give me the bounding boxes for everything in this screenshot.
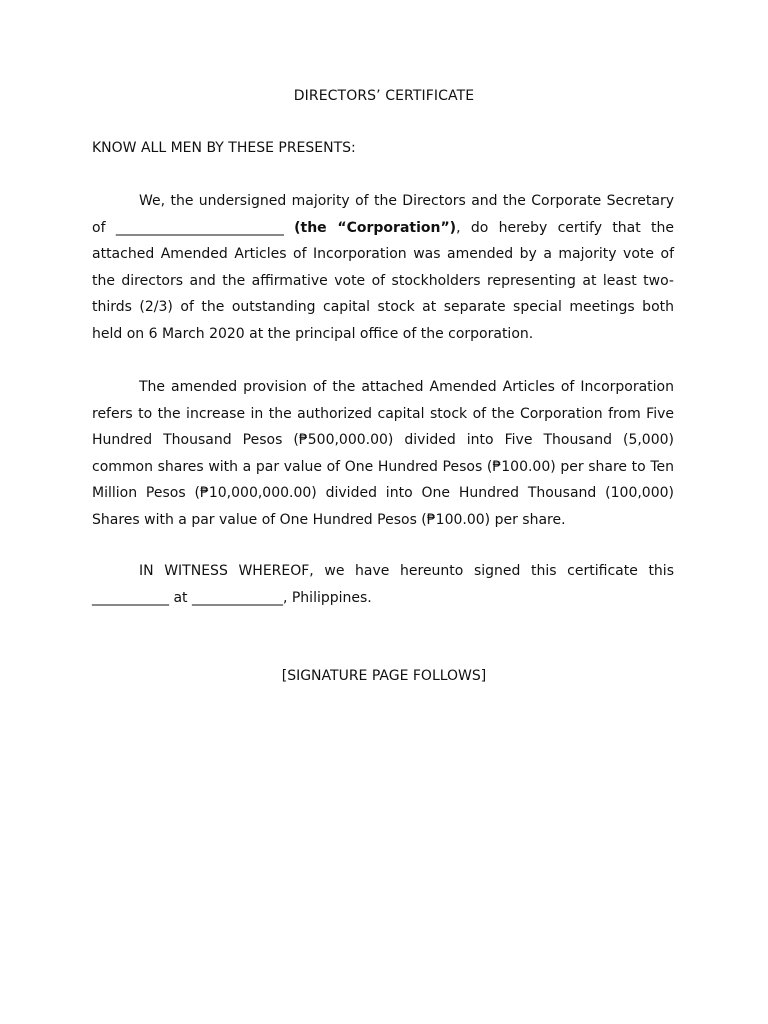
- paragraph1-lead: We, the undersigned majority of the Directors and the Corporate Secretary of: [92, 193, 674, 236]
- signature-page-note: [SIGNATURE PAGE FOLLOWS]: [281, 668, 487, 684]
- witness-paragraph: [92, 558, 674, 611]
- document-title: DIRECTORS’ CERTIFICATE: [293, 88, 475, 104]
- salutation: KNOW ALL MEN BY THESE PRESENTS:: [92, 140, 356, 156]
- corporation-name-blank: ________________________: [115, 219, 284, 236]
- paragraph2-text: The amended provision of the attached Amended Articles of Incorporation refers to the increase in the authorized capital stock of the Corporation from Five Hundred Thousand Pesos (₱500,000.00) divided into Five Thousand (5,000) common shares with a par value of One Hundred Pesos (₱100.00) per share to Ten Million Pesos (₱10,000,000.00) divided into One Hundred Thousand (100,000) Shares with a par value of One Hundred Pesos (₱100.00) per share.: [92, 379, 674, 528]
- paragraph3-text: IN WITNESS WHEREOF, we have hereunto signed this certificate this ___________ at _____________, Philippines.: [92, 563, 674, 606]
- amended-provision-paragraph: [92, 374, 674, 533]
- certification-paragraph: [92, 188, 674, 347]
- corporation-defined-term: (the “Corporation”): [294, 219, 457, 236]
- paragraph1-rest: , do hereby certify that the attached Amended Articles of Incorporation was amended by a majority vote of the directors and the affirmative vote of stockholders representing at least two-thirds (2/3) of the outstanding capital stock at separate special meetings both held on 6 March 2020 at the principal office of the corporation.: [92, 219, 675, 342]
